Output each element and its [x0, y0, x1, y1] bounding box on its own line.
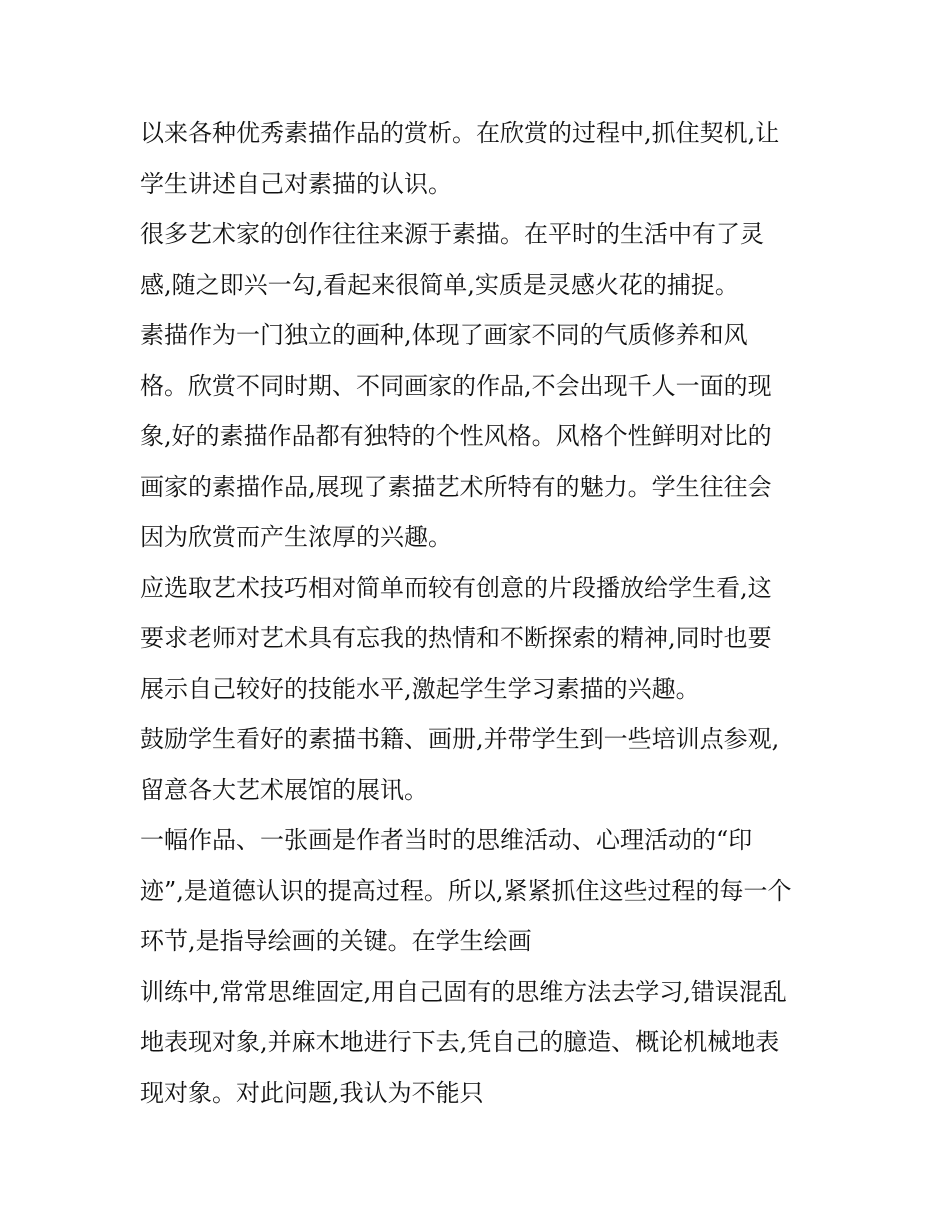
text-line: 素描作为一门独立的画种,体现了画家不同的气质修养和风 [140, 321, 748, 349]
text-line: 很多艺术家的创作往往来源于素描。在平时的生活中有了灵 [140, 220, 764, 248]
text-line: 留意各大艺术展馆的展讯。 [140, 775, 428, 804]
text-line: 展示自己较好的技能水平,激起学生学习素描的兴趣。 [140, 674, 700, 703]
text-line: 学生讲述自己对素描的认识。 [140, 169, 452, 198]
text-line: 应选取艺术技巧相对简单而较有创意的片段播放给学生看,这 [140, 573, 772, 602]
document-body [140, 108, 820, 1118]
text-line: 现对象。对此问题,我认为不能只 [140, 1078, 484, 1107]
text-line: 地表现对象,并麻木地进行下去,凭自己的臆造、概论机械地表 [140, 1028, 780, 1056]
text-line: 鼓励学生看好的素描书籍、画册,并带学生到一些培训点参观, [140, 725, 780, 753]
text-line: 格。欣赏不同时期、不同画家的作品,不会出现千人一面的现 [140, 371, 772, 400]
text-line: 画家的素描作品,展现了素描艺术所特有的魅力。学生往往会 [140, 472, 772, 501]
text-line: 因为欣赏而产生浓厚的兴趣。 [140, 523, 452, 551]
text-line: 环节,是指导绘画的关键。在学生绘画 [140, 927, 532, 955]
text-line: 要求老师对艺术具有忘我的热情和不断探索的精神,同时也要 [140, 624, 772, 652]
text-line: 象,好的素描作品都有独特的个性风格。风格个性鲜明对比的 [140, 422, 772, 450]
text-line: 迹”,是道德认识的提高过程。所以,紧紧抓住这些过程的每一个 [140, 876, 792, 905]
text-line: 感,随之即兴一勾,看起来很简单,实质是灵感火花的捕捉。 [140, 270, 739, 299]
text-line: 以来各种优秀素描作品的赏析。在欣赏的过程中,抓住契机,让 [140, 119, 780, 147]
text-line: 一幅作品、一张画是作者当时的思维活动、心理活动的“印 [140, 826, 753, 854]
text-line: 训练中,常常思维固定,用自己固有的思维方法去学习,错误混乱 [140, 977, 787, 1006]
